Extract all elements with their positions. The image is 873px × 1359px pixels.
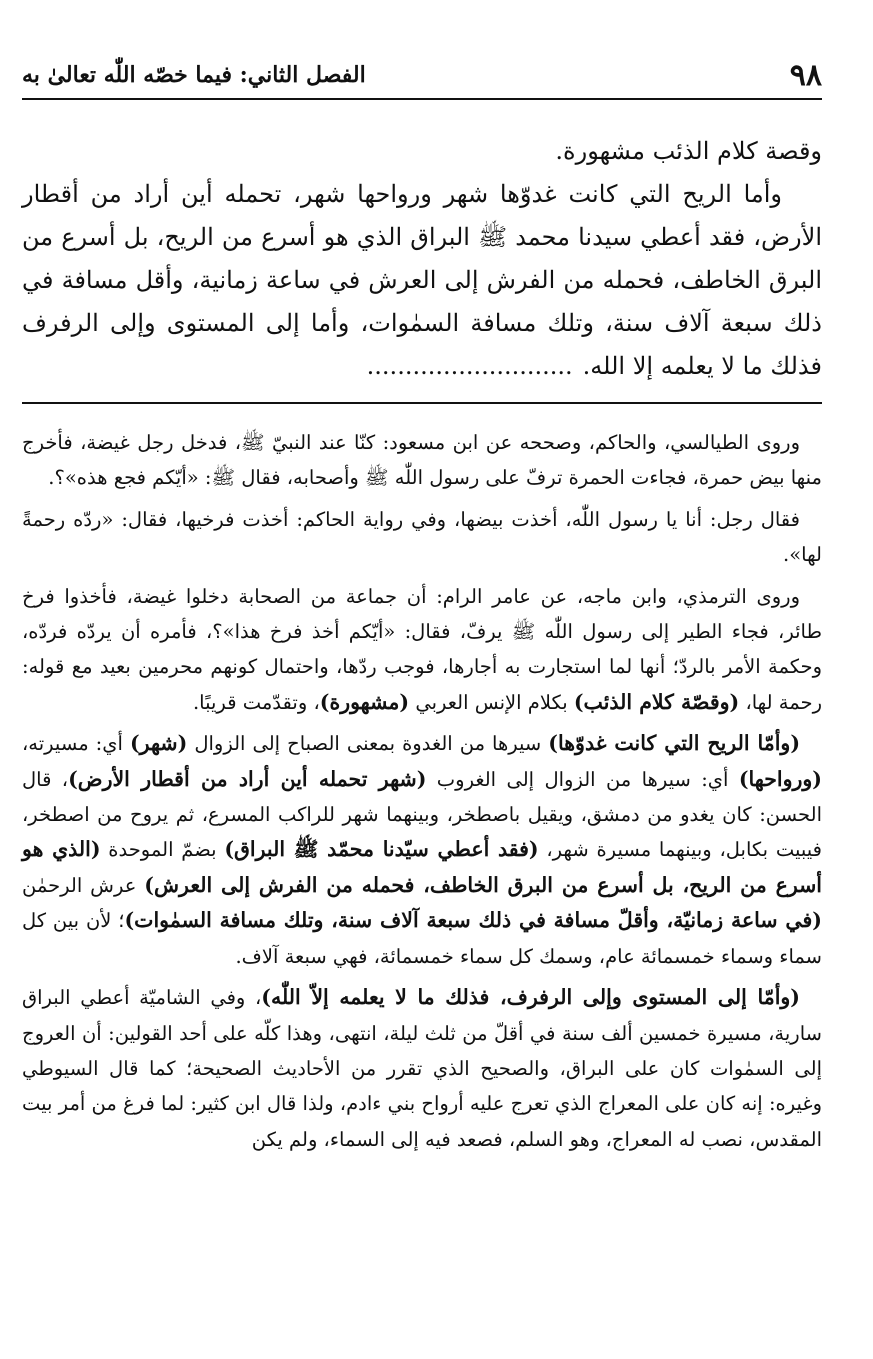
commentary-text-run: أي: مسيرته، xyxy=(22,732,123,756)
quoted-main-text: (وأمّا الريح التي كانت غدوّها) xyxy=(548,731,801,756)
quoted-main-text: (في ساعة زمانيّة، وأقلّ مسافة في ذلك سبعة آلاف سنة، وتلك مسافة السمٰوات) xyxy=(124,908,822,933)
commentary-text-run: ، وتقدّمت قريبًا. xyxy=(192,690,320,714)
quoted-main-text: (شهر) xyxy=(129,731,188,756)
quoted-main-text: (وقصّة كلام الذئب) xyxy=(573,689,740,714)
running-title: الفصل الثاني: فيما خصّه اللّٰه تعالىٰ به xyxy=(22,62,366,88)
commentary-paragraph: وروى الطيالسي، والحاكم، وصححه عن ابن مسعود: كنّا عند النبيّ ﷺ، فدخل رجل غيضة، فأخرج منها بيض حمرة، فجاءت الحمرة ترفّ على رسول اللّٰه ﷺ وأصحابه، فقال ﷺ: «أيّكم فجع هذه»؟. xyxy=(22,431,822,490)
commentary-text-run: ، قال الحسن: كان يغدو من دمشق، ويقيل باصطخر، وبينهما شهر للراكب المسرع، ثم يروح من اصطخر، فيبيت بكابل، وبينهما مسيرة شهر، xyxy=(22,767,822,862)
commentary-text-run: أي: سيرها من الزوال إلى الغروب xyxy=(436,767,729,791)
quoted-main-text: (وأمّا إلى المستوى وإلى الرفرف، فذلك ما لا يعلمه إلاّ اللّٰه) xyxy=(261,985,800,1010)
main-paragraph: وقصة كلام الذئب مشهورة. xyxy=(555,137,822,165)
quoted-main-text: (الذي هو أسرع من الريح، بل أسرع من البرق الخاطف، فحمله من الفرش إلى العرش) xyxy=(22,837,823,897)
commentary-text-run: بكلام الإنس العربي xyxy=(415,690,568,714)
commentary-text-run: ؛ لأن بين كل سماء وسماء خمسمائة عام، وسمك كل سماء خمسمائة، فهي سبعة آلاف. xyxy=(22,909,822,968)
main-paragraph xyxy=(22,173,822,388)
commentary-text xyxy=(22,425,822,1157)
quoted-main-text: (فقد أعطي سيّدنا محمّد ﷺ البراق) xyxy=(224,837,539,862)
commentary-paragraph xyxy=(22,579,822,721)
dotted-leader: ........................... xyxy=(366,352,573,380)
page-number: ٩٨ xyxy=(789,57,822,93)
commentary-paragraph: فقال رجل: أنا يا رسول اللّٰه، أخذت بيضها، وفي رواية الحاكم: أخذت فرخيها، فقال: «ردّه رحمةً لها». xyxy=(22,507,822,567)
separator-rule xyxy=(22,402,822,404)
quoted-main-text: (ورواحها) xyxy=(738,766,822,791)
main-text xyxy=(22,130,822,388)
commentary-text-run: عرش الرحمٰن xyxy=(22,873,137,897)
commentary-paragraph xyxy=(22,726,822,974)
commentary-text-run: بضمّ الموحدة xyxy=(108,838,217,862)
commentary-text-run: وروى الترمذي، وابن ماجه، عن عامر الرام: أن جماعة من الصحابة دخلوا غيضة، فأخذوا فرخ طائر، فجاء الطير إلى رسول اللّٰه ﷺ يرفّ، فقال: «أيّكم أخذ فرخ هذا»؟، فأمره أن يردّه فردّه، وحكمة الأمر بالردّ؛ أنها لما استجارت به أجارها، فوجب ردّها، واحتمال كونهم محرمين بعيد مع قوله: رحمة لها، xyxy=(22,584,822,714)
commentary-text-run: سيرها من الغدوة بمعنى الصباح إلى الزوال xyxy=(194,732,542,756)
quoted-main-text: (مشهورة) xyxy=(319,689,410,714)
page-header xyxy=(22,52,822,100)
commentary-paragraph xyxy=(22,980,822,1157)
main-paragraph-text: وأما الريح التي كانت غدوّها شهر ورواحها شهر، تحمله أين أراد من أقطار الأرض، فقد أعطي سيدنا محمد ﷺ البراق الذي هو أسرع من الريح، بل أسرع من البرق الخاطف، فحمله من الفرش إلى العرش في ساعة زمانية، وأقل مسافة في ذلك سبعة آلاف سنة، وتلك مسافة السمٰوات، وأما إلى المستوى وإلى الرفرف فذلك ما لا يعلمه إلا الله. xyxy=(22,180,822,380)
quoted-main-text: (شهر تحمله أين أراد من أقطار الأرض) xyxy=(68,766,427,791)
commentary-text-run: ، وفي الشاميّة أعطي البراق سارية، مسيرة خمسين ألف سنة في أقلّ من ثلث ليلة، انتهى، وهذا كلّه على أحد القولين: أن العروج إلى السمٰوات كان على البراق، والصحيح الذي تقرر من الأحاديث الصحيحة؛ كما قال السيوطي وغيره: إنه كان على المعراج الذي تعرج عليه أرواح بني ءادم، ولذا قال ابن كثير: لما فرغ من أمر بيت المقدس، نصب له المعراج، وهو السلم، فصعد فيه إلى السماء، ولم يكن xyxy=(22,986,822,1151)
